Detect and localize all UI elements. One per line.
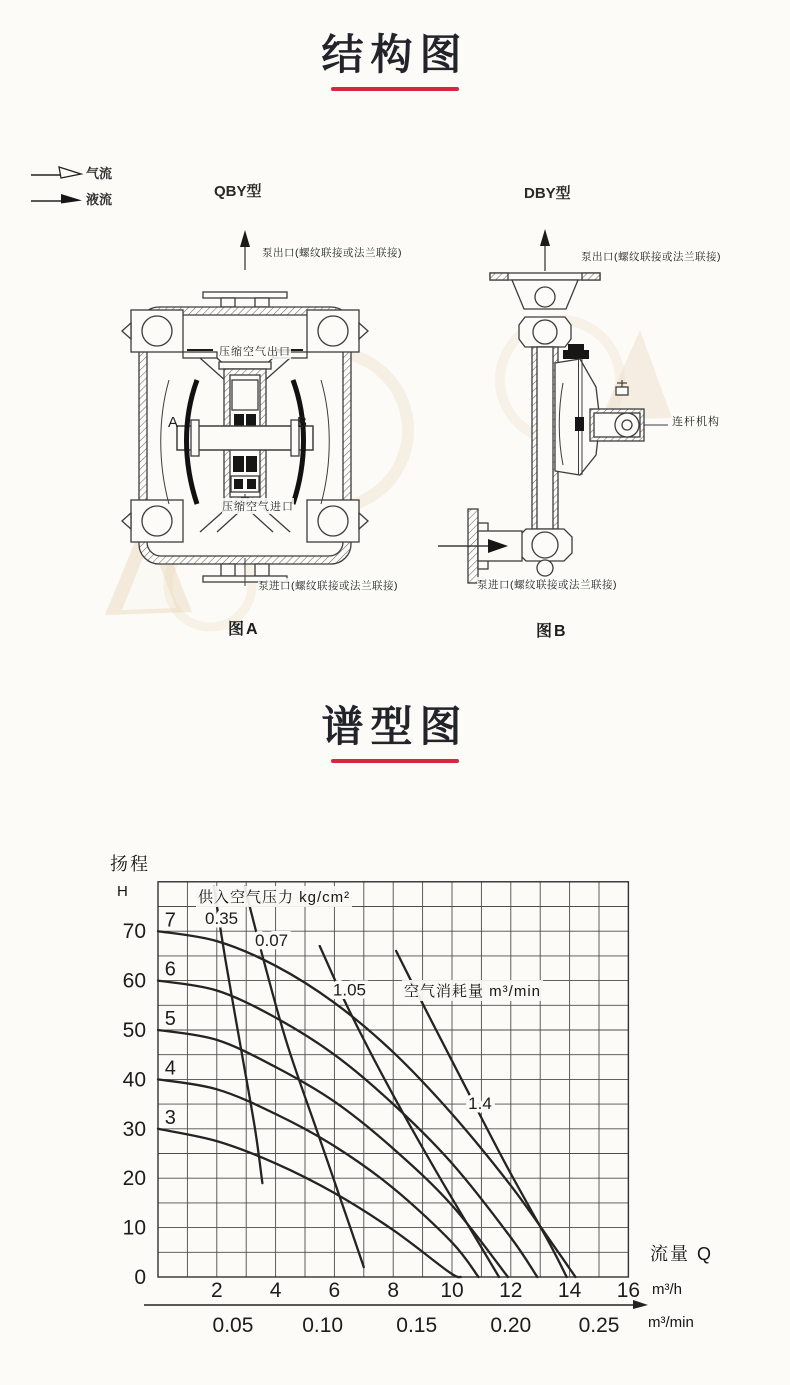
svg-text:1.4: 1.4 xyxy=(468,1094,492,1114)
dby-caption: 图B xyxy=(536,623,568,640)
dby-rod-label: 连杆机构 xyxy=(672,413,720,429)
qby-air-outlet-label: 压缩空气出口 xyxy=(219,343,291,359)
performance-curve-chart xyxy=(100,845,760,1355)
dby-outlet-label: 泵出口(螺纹联接或法兰联接) xyxy=(581,251,721,263)
pressure-header: 供入空气压力 kg/cm² xyxy=(196,886,352,907)
title-underline xyxy=(331,87,459,91)
qby-structure-drawing xyxy=(105,228,385,628)
svg-text:50: 50 xyxy=(122,1019,146,1042)
svg-text:7: 7 xyxy=(164,909,176,932)
legend-air-label: 气流 xyxy=(86,166,113,181)
dby-inlet-label: 泵进口(螺纹联接或法兰联接) xyxy=(477,579,617,591)
structure-title: 结构图 xyxy=(321,31,469,78)
svg-text:16: 16 xyxy=(616,1279,641,1302)
svg-text:12: 12 xyxy=(499,1279,523,1302)
svg-text:0.15: 0.15 xyxy=(396,1314,438,1337)
svg-text:3: 3 xyxy=(164,1106,176,1129)
svg-text:14: 14 xyxy=(557,1279,582,1302)
svg-text:10: 10 xyxy=(440,1279,464,1302)
svg-text:1.05: 1.05 xyxy=(332,980,367,1000)
svg-text:0.07: 0.07 xyxy=(255,931,289,951)
qby-caption: 图A xyxy=(228,621,260,638)
svg-text:20: 20 xyxy=(122,1167,146,1191)
svg-text:0.10: 0.10 xyxy=(302,1314,344,1337)
svg-text:70: 70 xyxy=(122,920,146,944)
air-flow-arrow-icon xyxy=(30,164,84,180)
svg-text:2: 2 xyxy=(210,1279,223,1302)
svg-text:5: 5 xyxy=(164,1008,176,1031)
y-axis-title-cn: 扬程 xyxy=(110,854,150,874)
qby-chamber-b: B xyxy=(297,414,308,431)
svg-text:30: 30 xyxy=(122,1117,146,1141)
dby-type-label: DBY型 xyxy=(524,185,571,202)
svg-text:8: 8 xyxy=(387,1279,400,1302)
svg-text:0: 0 xyxy=(134,1266,146,1289)
liquid-flow-arrow-icon xyxy=(30,190,84,206)
svg-text:0.20: 0.20 xyxy=(490,1314,532,1337)
y-axis-symbol: H xyxy=(117,883,128,900)
air-consumption-header: 空气消耗量 m³/min xyxy=(402,980,543,1001)
qby-outlet-label: 泵出口(螺纹联接或法兰联接) xyxy=(262,247,402,259)
svg-text:6: 6 xyxy=(164,958,176,981)
x-axis-unit-min: m³/min xyxy=(648,1314,694,1331)
legend-liquid-label: 液流 xyxy=(86,192,113,207)
x-axis-unit-h: m³/h xyxy=(652,1281,682,1298)
svg-text:6: 6 xyxy=(328,1279,341,1302)
qby-air-inlet-label: 压缩空气进口 xyxy=(222,498,294,514)
curve-title: 谱型图 xyxy=(321,703,469,750)
title-underline-2 xyxy=(331,759,459,763)
svg-text:60: 60 xyxy=(122,969,146,993)
svg-text:40: 40 xyxy=(122,1068,146,1092)
qby-inlet-label: 泵进口(螺纹联接或法兰联接) xyxy=(258,580,398,592)
svg-text:4: 4 xyxy=(164,1057,176,1080)
svg-text:0.25: 0.25 xyxy=(578,1314,620,1337)
svg-text:10: 10 xyxy=(122,1216,146,1240)
x-axis-title: 流量 Q xyxy=(650,1244,714,1264)
qby-type-label: QBY型 xyxy=(214,183,262,200)
svg-text:0.05: 0.05 xyxy=(212,1314,254,1337)
svg-text:0.35: 0.35 xyxy=(205,908,239,928)
qby-chamber-a: A xyxy=(168,414,179,431)
svg-text:4: 4 xyxy=(269,1279,282,1302)
